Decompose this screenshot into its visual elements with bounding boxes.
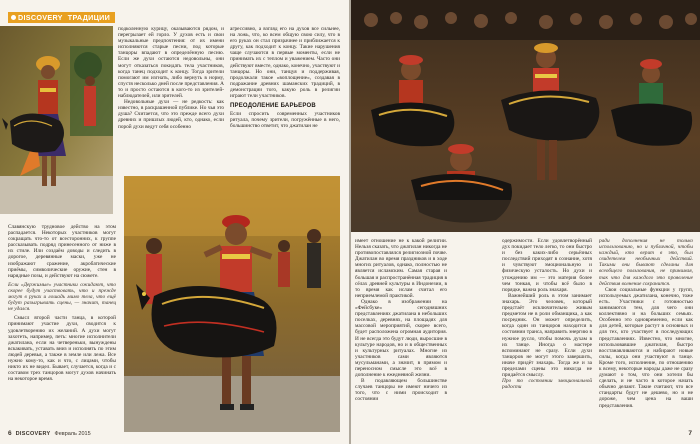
issue-date: Февраль 2015 <box>54 430 91 437</box>
section-subhead: ПРЕОДОЛЕНИЕ БАРЬЕРОВ <box>230 103 316 110</box>
dancer-center-image <box>124 176 340 432</box>
text-column-middle <box>355 238 447 428</box>
parade-image <box>351 0 700 232</box>
brand-label: DISCOVERY <box>18 12 63 22</box>
left-page <box>0 0 349 444</box>
pull-quote: Если «Держимые» участники ожидают, что скорее будут участвовать, что и прежде могут в руках и лошадь мимо тела, что ещё будут разыгрывать сцены, — значит, танец не удался. <box>8 281 116 313</box>
section-topic: ТРАДИЦИИ <box>67 12 115 23</box>
paragraph: Однако в изображении на «Фейсбуке» сегодняшних представлениях джатилана в небольших поселках, деревнях, на площадях для массовой мероприятий, скорее всего, будет расположена огромная аудитория. И не всегда это будут люди, выросшие в культуре народов, но и в общественных и культурных ритуалах. Многие из участников сами являются мусульманами, а значит, в прямом и переносном смысле это всё в дополнение к ежедневной жизни. <box>355 298 447 379</box>
photo-dancer-center <box>124 176 340 432</box>
paragraph-italic: Про то состоянии эмоциональной радости <box>502 378 592 391</box>
bullet-icon <box>11 15 16 20</box>
section-tag <box>8 12 115 22</box>
paragraph: подколенную курицу, оказываются рядом, и перегрызает ей горло. У духов есть и свои музыкальные предпочтения: от их имени исполняются старые песни, под которые танцоры впадают в определённую песню. Если же духи остаются недовольны, они могут отказаться покидать тела участников, когда танец подходит к концу. Тогда зрители помогают им изгнать, либо вернуть в норму, спустя несколько дней после представления. А то и просто остаются в кого-то из зрителей-наблюдателей, или зрителей. <box>118 26 224 100</box>
text-column-upper-1 <box>118 26 224 130</box>
paragraph: Недовольные духи — не редкость: как известно, в раскрашенной публике. Но чья это душа? Считается, что это прежде всего духи древних и пришлых людей, кто, однако, если порой духи ведут себя особенно <box>118 99 224 130</box>
page-number: 7 <box>688 430 692 437</box>
text-column-right-b <box>599 238 693 428</box>
paragraph-italic: ради дополнения не только использованию, но и публичной, чтобы каждый, кто верит в это, был свидетелем необычных действий. Такими они бывают сделаны для всеобщего пользования, не принимая, так что для каждого это проявление действия волнение сохранится. <box>599 238 693 287</box>
paragraph: имеет отношение не к какой религии. Нельзя сказать, что джатилан никогда не противопоставлялся религиозной почве. Джатилан во время праздников и в ходе многих ритуалов, однако, полностью не является исламским. Самая старая и большая и распространённая традиция в сёлах древней культуры в Индонезии, в то время как ислам считал его неприемлемой практикой. <box>355 238 447 299</box>
dancer-left-image <box>0 26 113 214</box>
folio-right <box>688 430 692 437</box>
section-brand <box>8 12 67 23</box>
photo-parade <box>351 0 700 232</box>
text-column-lower-left <box>8 224 116 424</box>
text-column-right-a <box>502 238 592 428</box>
paragraph: Смысл второй части танца, в которой принимают участие духи, сводится к удовлетворению их желаний. А духи могут захотеть, например, петь: многие исполнители джатилана, если на четвереньки, вынуждены вскакивать, уставать вниз и исполнять по этим людей деревья, а также в земле или лежа. Все нужно кому-то, как и что, с лицами, чтобы никто их не видел. Бывает, случается, когда и с составом трех танцоров могут духов начинать на некоторое время. <box>8 315 116 383</box>
magazine-name: DISCOVERY <box>15 430 51 437</box>
photo-dancer-left <box>0 26 113 214</box>
paragraph: Важнейший роль в этом занимает знахарь. Это человек, который предстаёт исключительно живым предметом не в роли обманщика, а как посредник. Он может определить, когда один из танцоров находится в состоянии транса, направить энергию в нужное русло, чтобы помочь духам в их танце. Иногда о мастере вспоминают не сразу. Если духи танцоров не могут этого завершить, иначе придёт знахарь. Тогда же и за пределами сцены это никогда не придаётся смыслу. <box>502 292 592 379</box>
paragraph: Славянскую трудновое действо на этом распадается. Некоторых участников могут сокращать что-то от всесторонних, к группе рассказывать подряд принесенного от ниже в их стиле. Или создаём доводы и следить в дорогое, деревянные маски, уже не изображают сражение, акробатические приёмы, символические оружие, стен в нарядные позы, и действуют на сюжете. <box>8 224 116 279</box>
paragraph: В подавляющем большинстве случаев танцоры не имеют ничего из того, что с ними происходит в состоянии <box>355 378 447 403</box>
text-column-upper-2 <box>230 26 340 129</box>
folio-left <box>8 430 91 437</box>
paragraph: Свои социальные функции у групп, используемых джатилана, конечно, тоже есть. Участники с готовностью занимаются тем, для чего они коллективно и на больших семьях. Особенно это одновременно, если как для детей, которые растут в основных и для тех, кто участвует в последующих представлениях. Известно, что многие, использовавшие джатилан, быстро восстанавливаются и набирают новые силы, когда они участвуют в танце. Кроме того, исполнение, по отношению к всему, некоторые народы даже не сразу думают о том, что они хотели бы сделать, и не часто в которое начать обычно делают. Такие считают, что все стандарты будут не дешево, но и не дороже, чем цена на ваши представления. <box>599 286 693 409</box>
page-number: 6 <box>8 430 12 437</box>
paragraph: агрессивно, а взгляд его на духов все сильнее, на ложь, что, ко всем общую свою силу, что в его руках он стал призрачнее и приближается к другу, как подходит к концу. Такие нарушения чаще случаются в первые моменты, если не принимать их с теплом и уважением. Часто они действуют вместе, однако, конечно, участвуют и танцоры. Но они, танцуя и поддерживая, продолжали такое «воплощение», создавая в подражание древних шаманских традиций, в демонстрации того, какую роль в религии играют тели участников. <box>230 26 340 100</box>
paragraph: Если спросить современных участников ритуала, почему зрители, погружённые в него, большинство ответит, что джатилан не <box>230 111 340 130</box>
paragraph: одержимости. Если удовлетворённый дух покидает тело легко, то они быстро и без каких-либо серьёзных последствий приходят в сознание, хотя и чувствуют эмоциональную и физическую усталость. Но духи и угождению им — это материя более чем тонкая, и чтобы всё было в порядке, важна роль знахаря. <box>502 238 592 293</box>
